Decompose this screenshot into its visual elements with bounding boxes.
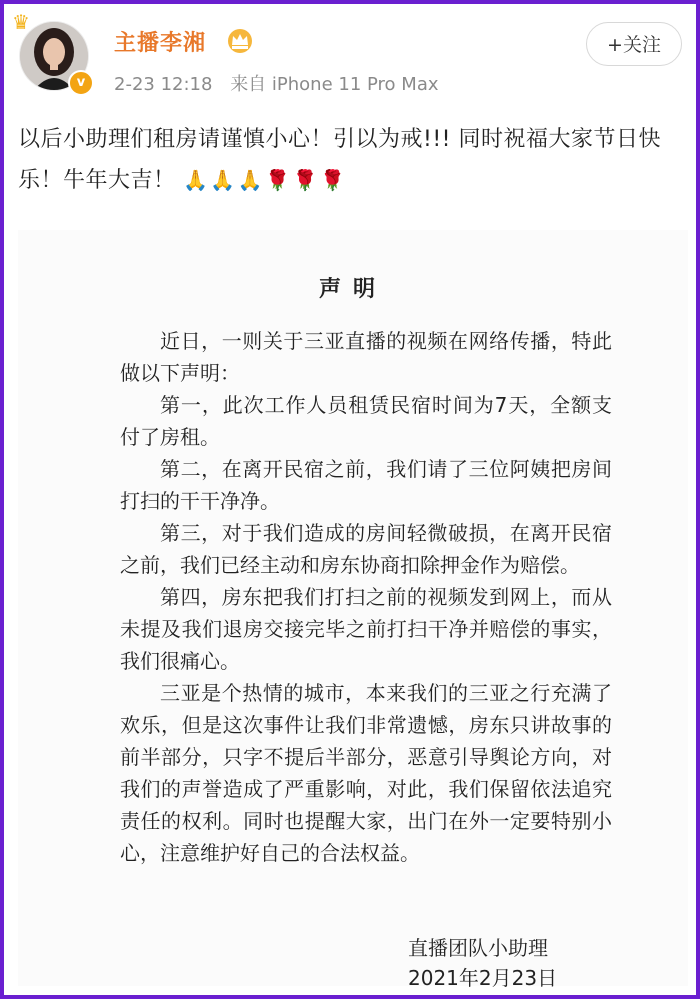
statement-signer: 直播团队小助理 [408,936,548,960]
rose-emoji-icon: 🌹 [292,168,319,192]
post-timestamp: 2-23 12:18 [114,74,213,95]
username[interactable]: 主播李湘 [114,31,207,56]
vip-crown-icon [226,28,254,54]
statement-body [120,325,612,869]
statement-paragraph: 近日，一则关于三亚直播的视频在网络传播，特此做以下声明： [120,329,612,385]
post-meta [114,70,451,96]
post-source: 来自 iPhone 11 Pro Max [230,74,439,95]
statement-paragraph: 第三，对于我们造成的房间轻微破损，在离开民宿之前，我们已经主动和房东协商扣除押金作为赔偿。 [120,521,612,577]
post-body: 以后小助理们租房请谨慎小心！引以为戒!!! 同时祝福大家节日快乐！牛年大吉！ [18,127,661,193]
pray-emoji-icon: 🙏 [210,168,236,192]
pray-emoji-icon: 🙏 [237,168,264,192]
statement-date: 2021年2月23日 [408,966,558,990]
rose-emoji-icon: 🌹 [265,168,291,192]
weibo-post-card [4,4,696,995]
statement-paragraph: 第一，此次工作人员租赁民宿时间为7天，全额支付了房租。 [120,393,612,449]
statement-title: 声明 [318,277,387,302]
post-text [18,120,686,201]
statement-paragraph: 第四，房东把我们打扫之前的视频发到网上，而从未提及我们退房交接完毕之前打扫干净并赔偿的事实，我们很痛心。 [120,585,612,673]
statement-paragraph: 三亚是个热情的城市，本来我们的三亚之行充满了欢乐，但是这次事件让我们非常遗憾，房东只讲故事的前半部分，只字不提后半部分，恶意引导舆论方向，对我们的声誉造成了严重影响，对此，我们保留依法追究责任的权利。同时也提醒大家，出门在外一定要特别小心，注意维护好自己的合法权益。 [120,681,612,865]
emoji-row [183,168,347,193]
crown-decoration-icon: ♛ [12,10,30,34]
statement-paragraph: 第二，在离开民宿之前，我们请了三位阿姨把房间打扫的干干净净。 [120,457,612,513]
statement-image[interactable] [18,230,688,990]
verified-badge-icon: v [68,70,94,96]
statement-signature [408,933,557,993]
follow-button[interactable]: +关注 [586,22,682,66]
pray-emoji-icon: 🙏 [183,168,209,192]
rose-emoji-icon: 🌹 [320,168,346,192]
